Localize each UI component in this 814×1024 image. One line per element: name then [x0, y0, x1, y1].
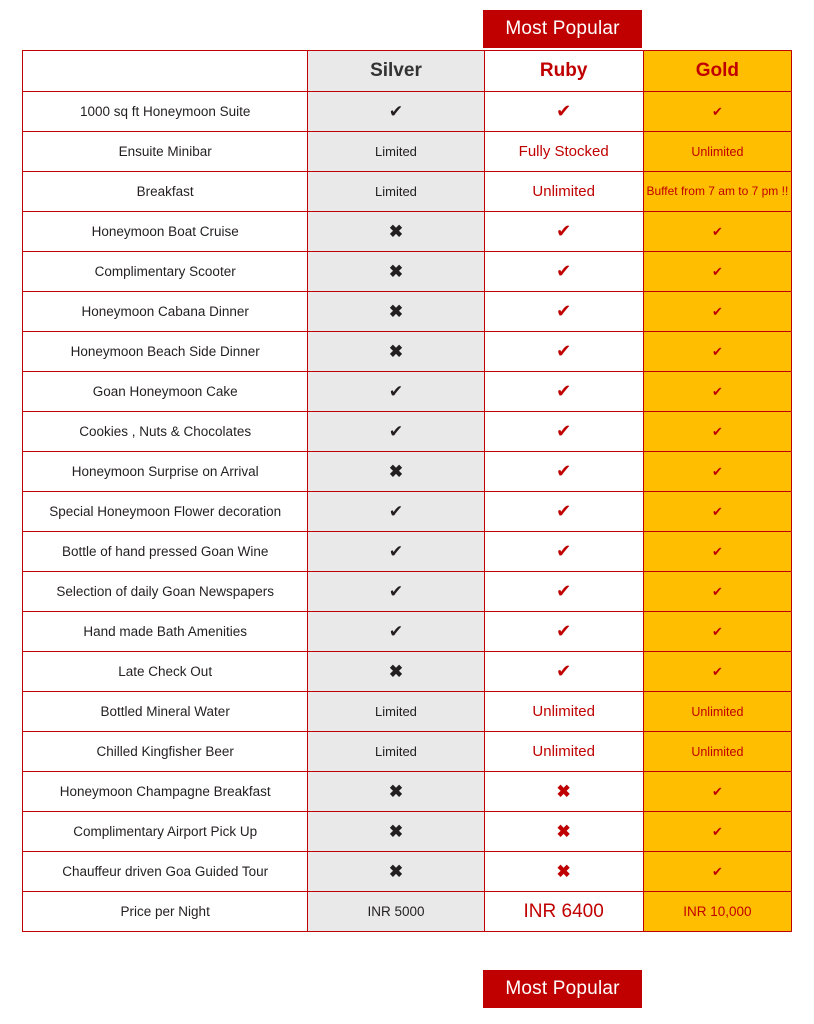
feature-label: Special Honeymoon Flower decoration: [23, 492, 308, 532]
check-icon: ✔: [556, 101, 572, 121]
gold-price: INR 10,000: [683, 904, 752, 919]
ruby-cell: [484, 452, 643, 492]
check-icon: ✔: [388, 382, 404, 401]
table-row: [23, 252, 792, 292]
table-row: [23, 92, 792, 132]
check-icon: ✔: [711, 783, 723, 799]
silver-value: Limited: [375, 144, 417, 159]
gold-cell: [643, 812, 791, 852]
gold-value: Unlimited: [691, 704, 744, 719]
ruby-cell: [484, 492, 643, 532]
check-icon: ✔: [556, 341, 572, 361]
check-icon: ✔: [711, 503, 723, 519]
silver-value: Limited: [375, 704, 417, 719]
table-row: [23, 772, 792, 812]
ruby-cell: [484, 892, 643, 932]
feature-label: Complimentary Airport Pick Up: [23, 812, 308, 852]
table-row: [23, 172, 792, 212]
check-icon: ✔: [556, 261, 572, 281]
gold-cell: [643, 452, 791, 492]
gold-value: Buffet from 7 am to 7 pm !!: [646, 184, 789, 199]
ruby-cell: [484, 652, 643, 692]
check-icon: ✔: [711, 663, 723, 679]
check-icon: ✔: [556, 221, 572, 241]
gold-cell: [643, 412, 791, 452]
cross-icon: ✖: [556, 821, 571, 841]
ruby-cell: [484, 212, 643, 252]
check-icon: ✔: [388, 502, 404, 521]
gold-value: Unlimited: [691, 144, 744, 159]
table-row: [23, 412, 792, 452]
gold-cell: [643, 292, 791, 332]
check-icon: ✔: [388, 102, 404, 121]
feature-label: Honeymoon Boat Cruise: [23, 212, 308, 252]
check-icon: ✔: [556, 421, 572, 441]
feature-label: Chauffeur driven Goa Guided Tour: [23, 852, 308, 892]
check-icon: ✔: [711, 463, 723, 479]
table-row: [23, 532, 792, 572]
feature-label: Honeymoon Surprise on Arrival: [23, 452, 308, 492]
ruby-cell: [484, 852, 643, 892]
silver-cell: [308, 652, 484, 692]
ruby-value: Unlimited: [532, 183, 595, 200]
table-row: [23, 892, 792, 932]
check-icon: ✔: [388, 622, 404, 641]
cross-icon: ✖: [388, 222, 404, 241]
ruby-value: Fully Stocked: [518, 143, 609, 160]
cross-icon: ✖: [556, 781, 571, 801]
gold-cell: [643, 332, 791, 372]
check-icon: ✔: [556, 301, 572, 321]
silver-cell: [308, 252, 484, 292]
ruby-cell: [484, 772, 643, 812]
table-row: [23, 612, 792, 652]
silver-cell: [308, 532, 484, 572]
check-icon: ✔: [556, 461, 572, 481]
table-row: [23, 692, 792, 732]
ruby-cell: [484, 332, 643, 372]
silver-cell: [308, 172, 484, 212]
feature-label: Honeymoon Cabana Dinner: [23, 292, 308, 332]
gold-cell: [643, 92, 791, 132]
cross-icon: ✖: [388, 862, 404, 881]
feature-label: Chilled Kingfisher Beer: [23, 732, 308, 772]
check-icon: ✔: [711, 823, 723, 839]
check-icon: ✔: [388, 582, 404, 601]
table-row: [23, 332, 792, 372]
cross-icon: ✖: [388, 262, 404, 281]
gold-cell: [643, 572, 791, 612]
silver-cell: [308, 332, 484, 372]
check-icon: ✔: [711, 543, 723, 559]
cross-icon: ✖: [388, 822, 404, 841]
header-ruby-column: Ruby: [484, 51, 643, 92]
check-icon: ✔: [556, 581, 572, 601]
ruby-cell: [484, 412, 643, 452]
cross-icon: ✖: [388, 302, 404, 321]
silver-cell: [308, 292, 484, 332]
gold-cell: [643, 532, 791, 572]
table-header: [23, 51, 792, 92]
feature-label: Selection of daily Goan Newspapers: [23, 572, 308, 612]
check-icon: ✔: [388, 422, 404, 441]
table-row: [23, 492, 792, 532]
ruby-cell: [484, 732, 643, 772]
silver-cell: [308, 132, 484, 172]
cross-icon: ✖: [556, 861, 571, 881]
silver-cell: [308, 492, 484, 532]
cross-icon: ✖: [388, 782, 404, 801]
table-row: [23, 292, 792, 332]
silver-value: Limited: [375, 184, 417, 199]
gold-cell: [643, 252, 791, 292]
feature-label: Complimentary Scooter: [23, 252, 308, 292]
ruby-cell: [484, 372, 643, 412]
gold-cell: [643, 132, 791, 172]
silver-cell: [308, 612, 484, 652]
feature-label: Honeymoon Champagne Breakfast: [23, 772, 308, 812]
feature-label: Honeymoon Beach Side Dinner: [23, 332, 308, 372]
table-row: [23, 852, 792, 892]
gold-cell: [643, 692, 791, 732]
ruby-cell: [484, 292, 643, 332]
ruby-cell: [484, 172, 643, 212]
gold-cell: [643, 732, 791, 772]
ruby-value: Unlimited: [532, 743, 595, 760]
check-icon: ✔: [711, 303, 723, 319]
silver-cell: [308, 772, 484, 812]
ruby-cell: [484, 92, 643, 132]
ruby-cell: [484, 572, 643, 612]
gold-cell: [643, 172, 791, 212]
silver-cell: [308, 212, 484, 252]
table-row: [23, 812, 792, 852]
feature-label: Bottle of hand pressed Goan Wine: [23, 532, 308, 572]
most-popular-banner-top: Most Popular: [483, 10, 642, 48]
table-header-row: [23, 51, 792, 92]
check-icon: ✔: [711, 263, 723, 279]
silver-cell: [308, 412, 484, 452]
table-row: [23, 732, 792, 772]
silver-cell: [308, 452, 484, 492]
check-icon: ✔: [711, 583, 723, 599]
silver-cell: [308, 732, 484, 772]
silver-cell: [308, 892, 484, 932]
gold-cell: [643, 612, 791, 652]
gold-cell: [643, 492, 791, 532]
cross-icon: ✖: [388, 342, 404, 361]
check-icon: ✔: [711, 863, 723, 879]
ruby-cell: [484, 812, 643, 852]
check-icon: ✔: [711, 383, 723, 399]
ruby-cell: [484, 532, 643, 572]
silver-cell: [308, 692, 484, 732]
ruby-cell: [484, 692, 643, 732]
cross-icon: ✖: [388, 662, 404, 681]
silver-cell: [308, 812, 484, 852]
table-row: [23, 212, 792, 252]
check-icon: ✔: [556, 661, 572, 681]
ruby-cell: [484, 612, 643, 652]
table-row: [23, 372, 792, 412]
check-icon: ✔: [711, 423, 723, 439]
gold-cell: [643, 852, 791, 892]
check-icon: ✔: [556, 621, 572, 641]
gold-cell: [643, 372, 791, 412]
check-icon: ✔: [711, 623, 723, 639]
header-silver-column: Silver: [308, 51, 484, 92]
silver-price: INR 5000: [367, 904, 425, 919]
feature-label: Ensuite Minibar: [23, 132, 308, 172]
check-icon: ✔: [711, 103, 723, 119]
table-row: [23, 652, 792, 692]
ruby-cell: [484, 252, 643, 292]
table-row: [23, 572, 792, 612]
plan-comparison-table: [22, 50, 792, 932]
feature-label: Breakfast: [23, 172, 308, 212]
feature-label: Hand made Bath Amenities: [23, 612, 308, 652]
gold-value: Unlimited: [691, 744, 744, 759]
feature-label: Late Check Out: [23, 652, 308, 692]
feature-label: 1000 sq ft Honeymoon Suite: [23, 92, 308, 132]
check-icon: ✔: [556, 541, 572, 561]
table-row: [23, 132, 792, 172]
silver-cell: [308, 92, 484, 132]
silver-cell: [308, 372, 484, 412]
header-gold-column: Gold: [643, 51, 791, 92]
gold-cell: [643, 892, 791, 932]
check-icon: ✔: [556, 501, 572, 521]
ruby-price: INR 6400: [523, 900, 604, 922]
ruby-value: Unlimited: [532, 703, 595, 720]
check-icon: ✔: [711, 223, 723, 239]
table-row: [23, 452, 792, 492]
feature-label: Bottled Mineral Water: [23, 692, 308, 732]
feature-label: Goan Honeymoon Cake: [23, 372, 308, 412]
silver-cell: [308, 852, 484, 892]
silver-cell: [308, 572, 484, 612]
check-icon: ✔: [556, 381, 572, 401]
silver-value: Limited: [375, 744, 417, 759]
gold-cell: [643, 212, 791, 252]
ruby-cell: [484, 132, 643, 172]
gold-cell: [643, 772, 791, 812]
gold-cell: [643, 652, 791, 692]
cross-icon: ✖: [388, 462, 404, 481]
feature-label: Price per Night: [23, 892, 308, 932]
header-feature-column: [23, 51, 308, 92]
most-popular-banner-bottom: Most Popular: [483, 970, 642, 1008]
feature-label: Cookies , Nuts & Chocolates: [23, 412, 308, 452]
check-icon: ✔: [388, 542, 404, 561]
table-body: [23, 92, 792, 932]
check-icon: ✔: [711, 343, 723, 359]
